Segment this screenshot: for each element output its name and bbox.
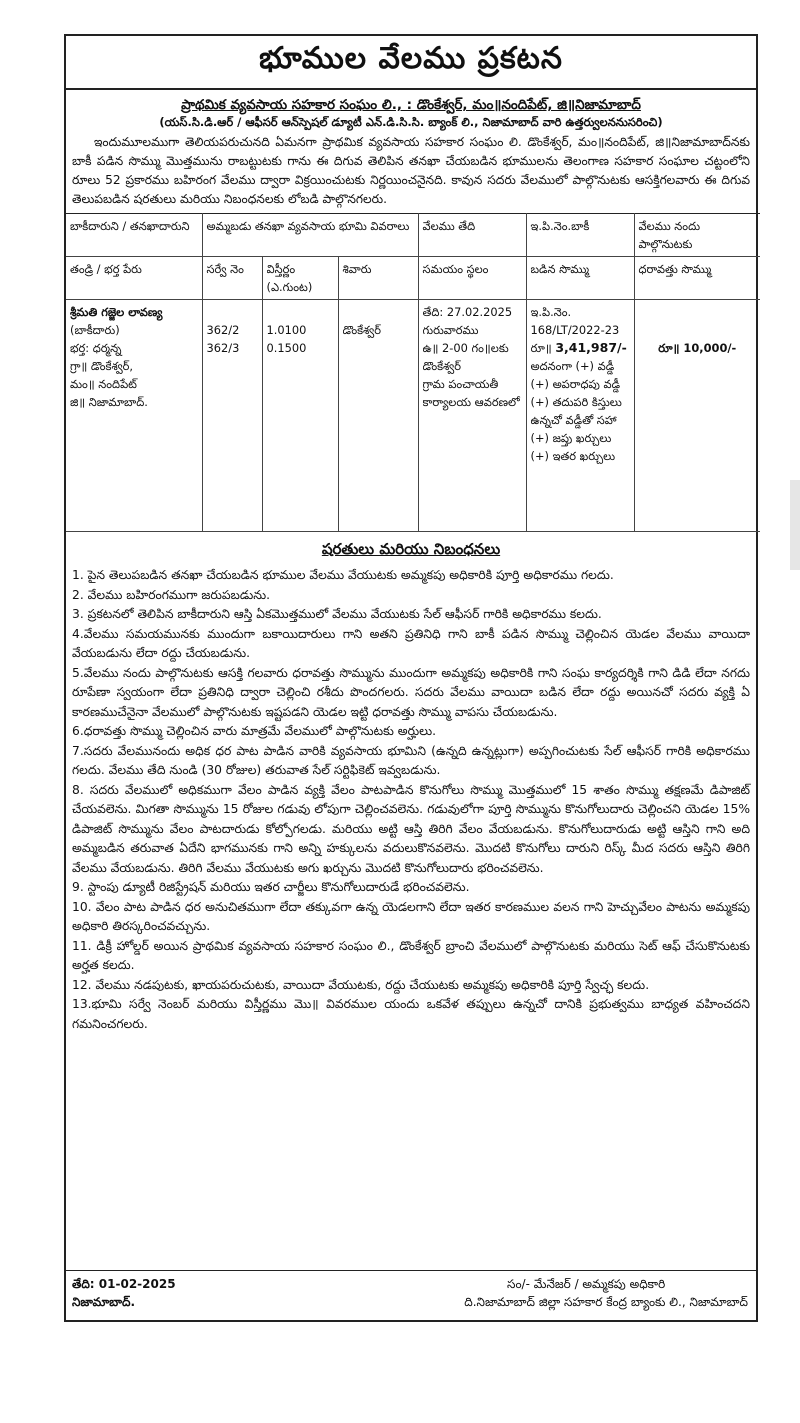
page-edge-strip: [790, 480, 800, 570]
auction-schedule: తేది: 27.02.2025 గురువారము ఉ॥ 2-00 గం॥లకు డొంకేశ్వర్ గ్రామ పంచాయతీ కార్యాలయ ఆవరణలో: [418, 300, 526, 532]
term-item: 5.వేలము నందు పాల్గొనుటకు ఆసక్తి గలవారు ధరావత్తు సొమ్మును ముందుగా అమ్మకపు అధికారికి గాని సంఘ కార్యదర్శికి గాని డిడి లేదా నగదు రూపేణా స్వయంగా లేదా ప్రతినిధి ద్వారా చెల్లించి రశీదు పొందగలరు. సదరు వేలము వాయిదా బడిన లేదా రద్దు అయినచో సదరు వ్యక్తి ఏ కారణముచేనైనా వేలములో పాల్గొనుటకు ఇష్టపడని యెడల ఇట్టి ధరావత్తు సొమ్ము వాపసు చేయబడును.: [72, 665, 750, 719]
header-time-place: సమయం స్థలం: [418, 257, 526, 300]
society-name: ప్రాథమిక వ్యవసాయ సహకార సంఘం లి., : డొంకేశ్వర్, మం॥నందిపేట్, జి॥నిజామాబాద్: [181, 97, 641, 113]
term-item: 11. డిక్రీ హోల్డర్ అయిన ప్రాథమిక వ్యవసాయ సహకార సంఘం లి., డొంకేశ్వర్ బ్రాంచి వేలములో పాల్గొనుటకు మరియు సెట్ ఆఫ్ చేసుకొనుటకు అర్హత కలదు.: [72, 938, 750, 972]
term-item: 8. సదరు వేలములో అధికముగా వేలం పాడిన వ్యక్తి వేలం పాటపాడిన కొనుగోలు సొమ్ము మొత్తములో 15 శాతం సొమ్ము తక్షణమే డిపాజిట్ చేయవలెను. మిగతా సొమ్మును 15 రోజుల గడువు లోపుగా చెల్లించవలెను. గడువులోగా పూర్తి సొమ్మును కొనుగోలుదారు చెల్లించని యెడల 15% డిపాజిట్ సొమ్మును వేలం పాటదారుడు కోల్పోగలడు. మరియు అట్టి ఆస్తి తిరిగి వేలం వేయబడును. కొనుగోలుదారుడు అట్టి ఆస్తిని గాని అది అమ్మబడిన తరువాత ఏదేని భాగమునకు గాని అన్ని హక్కులను వదులుకొనవలెను. మొదటి కొనుగోలు దారుని రిస్క్ మీద సదరు ఆస్తిని తిరిగి వేలము వేయబడును. తిరిగి వేలము వేయుటకు అగు ఖర్చును మొదటి కొనుగోలుదారు భరించవలెను.: [72, 782, 750, 875]
header-survey: సర్వే నెం: [202, 257, 262, 300]
header-land-details: అమ్మబడు తనఖా వ్యవసాయ భూమి వివరాలు: [202, 214, 418, 257]
term-item: 13.భూమి సర్వే నెంబర్ మరియు విస్తీర్ణము మొ॥ వివరముల యందు ఒకవేళ తప్పులు ఉన్నచో దానికి ప్రభుత్వము బాధ్యత వహించదని గమనించగలరు.: [72, 997, 750, 1031]
table-header-row: [66, 214, 760, 257]
header-deposit: వేలము నందు పాల్గొనుటకు: [634, 214, 760, 257]
land-extents: 1.0100 0.1500: [262, 300, 338, 532]
notice-date: తేది: 01-02-2025: [72, 1277, 176, 1291]
survey-numbers: 362/2 362/3: [202, 300, 262, 532]
signatory: [464, 1275, 748, 1311]
header-village: శివారు: [338, 257, 418, 300]
term-item: 12. వేలము నడపుటకు, ఖాయపరుచుటకు, వాయిదా వేయుటకు, రద్దు చేయుటకు అమ్మకపు అధికారికి పూర్తి స్వేచ్ఛ కలదు.: [72, 977, 650, 992]
term-item: 6.ధరావత్తు సొమ్ము చెల్లించిన వారు మాత్రమే వేలములో పాల్గొనుటకు అర్హులు.: [72, 724, 437, 738]
terms-list: [66, 566, 756, 1034]
footer-date-place: [72, 1275, 176, 1311]
signatory-title: సం/- మేనేజర్ / అమ్మకపు అధికారి: [507, 1277, 666, 1291]
term-item: 9. స్టాంపు డ్యూటీ రిజిస్ట్రేషన్ మరియు ఇతర చార్జీలు కొనుగోలుదారుడే భరించవలెను.: [72, 880, 470, 894]
header-extent: విస్తీర్ణం (ఎ.గుంట): [262, 257, 338, 300]
due-details: ఇ.పి.నెం. 168/LT/2022-23 రూ॥ 3,41,987/- అదనంగా (+) వడ్డీ (+) అపరాధపు వడ్డీ (+) తదుపరి కిస్తులు ఉన్నచో వడ్డీతో సహా (+) జప్తు ఖర్చులు (+) ఇతర ఖర్చులు: [526, 300, 634, 532]
header-relation: తండ్రి / భర్త పేరు: [66, 257, 202, 300]
authority-note: (యస్.సి.డి.ఆర్ / ఆఫీసర్ ఆన్‌స్పెషల్ డ్యూటీ ఎన్.డి.సి.సి. బ్యాంక్ లి., నిజామాబాద్ వారి ఉత్తర్వులననుసరించి): [159, 115, 663, 129]
auction-notice: [64, 34, 758, 1322]
term-item: 7.సదరు వేలమునందు అధిక ధర పాట పాడిన వారికి వ్యవసాయ భూమిని (ఉన్నది ఉన్నట్లుగా) అప్పగించుటకు సేల్ ఆఫీసర్ గారికి అధికారము గలదు. వేలము తేది నుండి (30 రోజుల) తరువాత సేల్ సర్టిఫికెట్ ఇవ్వబడును.: [72, 743, 750, 777]
header-debtor: బాకీదారుని / తనఖాదారుని: [66, 214, 202, 257]
village-name: డొంకేశ్వర్: [338, 300, 418, 532]
table-subheader-row: [66, 257, 760, 300]
debtor-details: శ్రీమతి గజ్జెల లావణ్య (బాకీదారు) భర్త: ధర్మన్న గ్రా॥ డొంకేశ్వర్, మం॥ నందిపేట్ జి॥ నిజామాబాద్.: [66, 300, 202, 532]
header-due-balance: బడిన సొమ్ము: [526, 257, 634, 300]
term-item: 1. పైన తెలుపబడిన తనఖా చేయబడిన భూముల వేలము వేయుటకు అమ్మకపు అధికారికి పూర్తి అధికారము గలదు.: [72, 568, 614, 582]
bank-name: ది.నిజామాబాద్ జిల్లా సహకార కేంద్ర బ్యాంకు లి., నిజామాబాద్: [464, 1295, 748, 1309]
due-amount: 3,41,987/-: [555, 340, 627, 355]
terms-heading: షరతులు మరియు నిబంధనలు: [321, 540, 501, 558]
term-item: 2. వేలము బహిరంగముగా జరుపబడును.: [72, 587, 271, 602]
notice-place: నిజామాబాద్.: [72, 1295, 136, 1309]
table-row: [66, 300, 760, 532]
intro-paragraph: ఇందుమూలముగా తెలియపరుచునది ఏమనగా ప్రాథమిక వ్యవసాయ సహకార సంఘం లి. డొంకేశ్వర్, మం॥నందిపేట్, జి॥నిజామాబాద్‌నకు బాకీ పడిన సొమ్ము మొత్తమును రాబట్టుటకు గాను ఈ దిగువ తెలిపిన తనఖా చేయబడిన భూములను తెలంగాణ సహకార సంఘాల చట్టంలోని రూలు 52 ప్రకారము బహిరంగ వేలము ద్వారా విక్రయించుటకు నిర్ణయించనైనది. కావున సదరు వేలములో పాల్గొనుటకు ఆసక్తిగలవారు ఈ దిగువ తెలుపబడిన షరతులు మరియు నిబంధనలకు లోబడి పాల్గొనగలరు.: [72, 135, 750, 206]
term-item: 3. ప్రకటనలో తెలిపిన బాకీదారుని ఆస్తి ఏకమొత్తములో వేలము వేయుటకు సేల్ ఆఫీసర్ గారికి అధికారము కలదు.: [72, 607, 602, 621]
property-table: [66, 213, 760, 532]
deposit-amount: రూ॥ 10,000/-: [634, 300, 760, 532]
header-due-amount: ఇ.పి.నెం.బాకీ: [526, 214, 634, 257]
term-item: 10. వేలం పాట పాడిన ధర అనుచితముగా లేదా తక్కువగా ఉన్న యెడలగాని లేదా ఇతర కారణముల వలన గాని హెచ్చువేలం పాటను అమ్మకపు అధికారి తిరస్కరించవచ్చును.: [72, 899, 750, 933]
header-auction-date: వేలము తేది: [418, 214, 526, 257]
header-deposit-amount: ధరావత్తు సొమ్ము: [634, 257, 760, 300]
notice-footer: [66, 1270, 756, 1320]
notice-title: భూముల వేలము ప్రకటన: [66, 36, 756, 90]
term-item: 4.వేలము సమయమునకు ముందుగా బకాయిదారులు గాని అతని ప్రతినిధి గాని బాకీ పడిన సొమ్ము చెల్లించిన యెడల వేలము వాయిదా వేయబడును లేదా రద్దు చేయబడును.: [72, 626, 750, 660]
